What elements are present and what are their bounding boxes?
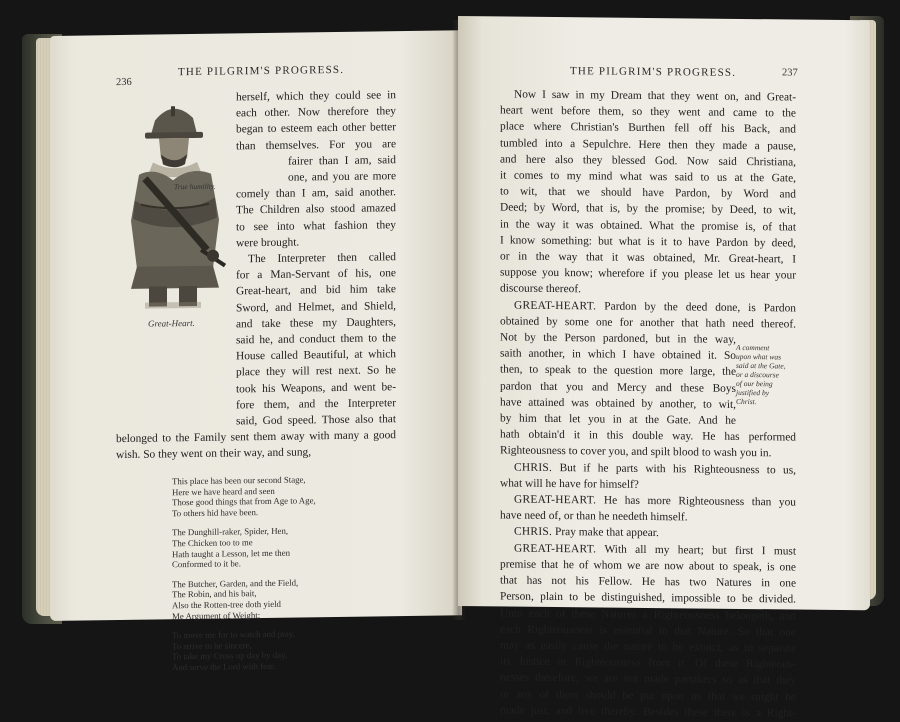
text-line: GREAT-HEART. Pardon by the deed done, is Pardon bbox=[514, 299, 796, 315]
poem-stanza bbox=[172, 474, 316, 518]
great-heart-illustration bbox=[115, 99, 233, 311]
text-line: and take these my Daughters, bbox=[236, 316, 396, 331]
poem-line: To others hid have been. bbox=[172, 506, 259, 519]
text-line: hath obtain'd it in this double way. He has performed bbox=[500, 428, 796, 444]
text-line: Sword, and Helmet, and Shield, bbox=[236, 299, 396, 315]
text-line: one, and you are more bbox=[288, 170, 396, 184]
left-full-width-text bbox=[116, 427, 396, 463]
illustration-caption: Great-Heart. bbox=[148, 317, 195, 329]
text-line: were brought. bbox=[236, 236, 300, 250]
poem-stanza bbox=[172, 526, 316, 570]
poem-line: The Butcher, Garden, and the Field, bbox=[172, 577, 299, 590]
text-line: fore them, and the Interpreter bbox=[236, 397, 396, 412]
poem-line: The Robin, and his bait, bbox=[172, 588, 257, 600]
text-line: Not by the Person pardoned, but in the way, bbox=[500, 331, 736, 346]
running-head: THE PILGRIM'S PROGRESS. bbox=[570, 65, 737, 79]
margin-note-line: upon what was bbox=[736, 351, 782, 362]
text-line: place they will rest next. So he bbox=[236, 364, 396, 379]
text-line: nesses therefore, we are not made partakers so as that they bbox=[500, 671, 796, 687]
text-line: by him that let you in at the Gate. And he bbox=[500, 412, 736, 427]
margin-note-line: of our being bbox=[736, 378, 773, 389]
left-column-text bbox=[236, 87, 396, 429]
poem bbox=[172, 474, 316, 682]
text-line: began to esteem each other better bbox=[236, 121, 396, 136]
text-line: heart went before them, so they went and came to the bbox=[500, 104, 796, 120]
margin-note-line: or a discourse bbox=[736, 369, 779, 380]
text-line: Unto each of these Natures a Righteousness belongeth, and bbox=[500, 606, 796, 623]
text-line: pardon that you and Mercy and these Boys bbox=[500, 380, 736, 395]
text-line: Deed; by Word, that is, by the promise; by Deed, to wit, bbox=[500, 201, 796, 217]
text-line: The Interpreter then called bbox=[248, 251, 396, 266]
text-line: suppose you know; wherefore if you please let us hear your bbox=[500, 266, 796, 282]
margin-note-line: A comment bbox=[736, 342, 770, 353]
text-line: I know something: but what is it to have Pardon by deed, bbox=[500, 234, 796, 250]
poem-line: Me Argument of Weight; bbox=[172, 609, 261, 621]
text-line: have need of, or than he needeth himself. bbox=[500, 509, 688, 524]
text-line: then, to speak to the question more large, the bbox=[500, 363, 736, 379]
poem-line: This place has been our second Stage, bbox=[172, 474, 306, 487]
left-page bbox=[50, 30, 462, 673]
text-line: Righteousness to cover you, and spilt blood to wash you in. bbox=[500, 444, 772, 460]
text-line: Now I saw in my Dream that they went on, and Great- bbox=[514, 88, 796, 104]
text-line: or in the way that it was obtained, Mr. Great-heart, I bbox=[500, 250, 796, 266]
text-line: CHRIS. Pray make that appear. bbox=[514, 526, 659, 540]
text-line: made just, and live thereby. Besides these there is a Right- bbox=[500, 704, 796, 720]
poem-line: Also the Rotten-tree doth yield bbox=[172, 598, 281, 611]
poem-line: Conformed to it be. bbox=[172, 558, 241, 570]
margin-note-line: justified by bbox=[736, 387, 770, 398]
text-line: that has not his Fellow. He has two Natures in one bbox=[500, 574, 796, 590]
poem-line: To take my Cross up day by day, bbox=[172, 650, 288, 662]
text-line: CHRIS. But if he parts with his Righteousness to us, bbox=[514, 461, 796, 477]
text-line: what will he have for himself? bbox=[500, 477, 639, 491]
text-line: obtained by some one for another that hath need thereof. bbox=[500, 315, 796, 331]
poem-line: To strive to be sincere, bbox=[172, 639, 252, 652]
text-line: have attained was obtained by another, to wit, bbox=[500, 396, 736, 411]
text-line: than themselves. For you are bbox=[236, 137, 396, 153]
text-line: House called Beautiful, at which bbox=[236, 348, 396, 363]
poem-line: Here we have heard and seen bbox=[172, 485, 275, 497]
text-line: its Justice or Righteousness from it. Of these Righteous- bbox=[500, 655, 796, 671]
poem-line: And serve the Lord with fear. bbox=[172, 660, 276, 673]
poem-line: Hath taught a Lesson, let me then bbox=[172, 547, 290, 559]
margin-note-line: Christ. bbox=[736, 396, 757, 407]
text-line: said, God speed. Those also that bbox=[236, 413, 396, 428]
text-line: for a Man-Servant of his, one bbox=[236, 267, 396, 282]
text-line: place where Christian's Burthen fell off his Back, and bbox=[500, 120, 796, 136]
margin-note-right bbox=[736, 343, 786, 407]
text-line: each other. Now therefore they bbox=[236, 105, 396, 120]
text-line: and here also they blessed God. Now said Christiana, bbox=[500, 153, 796, 169]
text-line: in the way it was obtained. What the promise is, of that bbox=[500, 218, 796, 234]
right-page bbox=[458, 16, 870, 720]
poem-stanza bbox=[172, 577, 316, 621]
text-line: discourse thereof. bbox=[500, 282, 581, 296]
text-line: each Righteousness is essential to that Nature. So that one bbox=[500, 623, 796, 639]
text-line: said he, and conduct them to the bbox=[236, 332, 396, 347]
text-line: took his Weapons, and went be- bbox=[236, 380, 396, 396]
text-line: wish. So they went on their way, and sung, bbox=[116, 446, 312, 462]
running-head: THE PILGRIM'S PROGRESS. bbox=[178, 63, 345, 79]
page-number: 237 bbox=[782, 67, 798, 79]
page-number: 236 bbox=[116, 76, 132, 89]
poem-line: To move me for to watch and pray, bbox=[172, 628, 295, 641]
text-line: GREAT-HEART. He has more Righteousness than you bbox=[514, 493, 796, 509]
text-line: to see into what fashion they bbox=[236, 218, 396, 234]
poem-line: Those good things that from Age to Age, bbox=[172, 495, 316, 508]
text-line: The Children also stood amazed bbox=[236, 202, 396, 217]
text-line: saith another, in which I have obtained it. So bbox=[500, 347, 736, 363]
text-line: may as easily cause the nature to be extinct, as to separate bbox=[500, 639, 796, 655]
margin-note-left: True humility. bbox=[174, 181, 216, 192]
text-line: tumbled into a Sepulchre. Here then they made a pause, bbox=[500, 137, 796, 153]
poem-line: The Dunghill-raker, Spider, Hen, bbox=[172, 526, 289, 538]
text-line: fairer than I am, said bbox=[288, 153, 396, 168]
text-line: herself, which they could see in bbox=[236, 89, 396, 104]
text-line: it comes to my mind what was said to us at the Gate, bbox=[500, 169, 796, 185]
text-line: Person, plain to be distinguished, impossible to be divided. bbox=[500, 590, 796, 606]
text-line: to wit, that we should have Pardon, by Word and bbox=[500, 185, 796, 201]
text-line: Great-heart, and bid him take bbox=[236, 283, 396, 298]
text-line: GREAT-HEART. With all my heart; but first I must bbox=[514, 542, 796, 558]
text-line: premise that he of whom we are now about to speak, is one bbox=[500, 558, 796, 574]
poem-stanza bbox=[172, 628, 316, 672]
text-line: or any of them should be put upon us that we might be bbox=[500, 687, 796, 704]
text-line: belonged to the Family sent them away with many a good bbox=[116, 429, 396, 446]
margin-note-line: said at the Gate, bbox=[736, 360, 786, 371]
poem-line: The Chicken too to me bbox=[172, 537, 253, 549]
text-line: comely than I am, said another. bbox=[236, 186, 396, 201]
